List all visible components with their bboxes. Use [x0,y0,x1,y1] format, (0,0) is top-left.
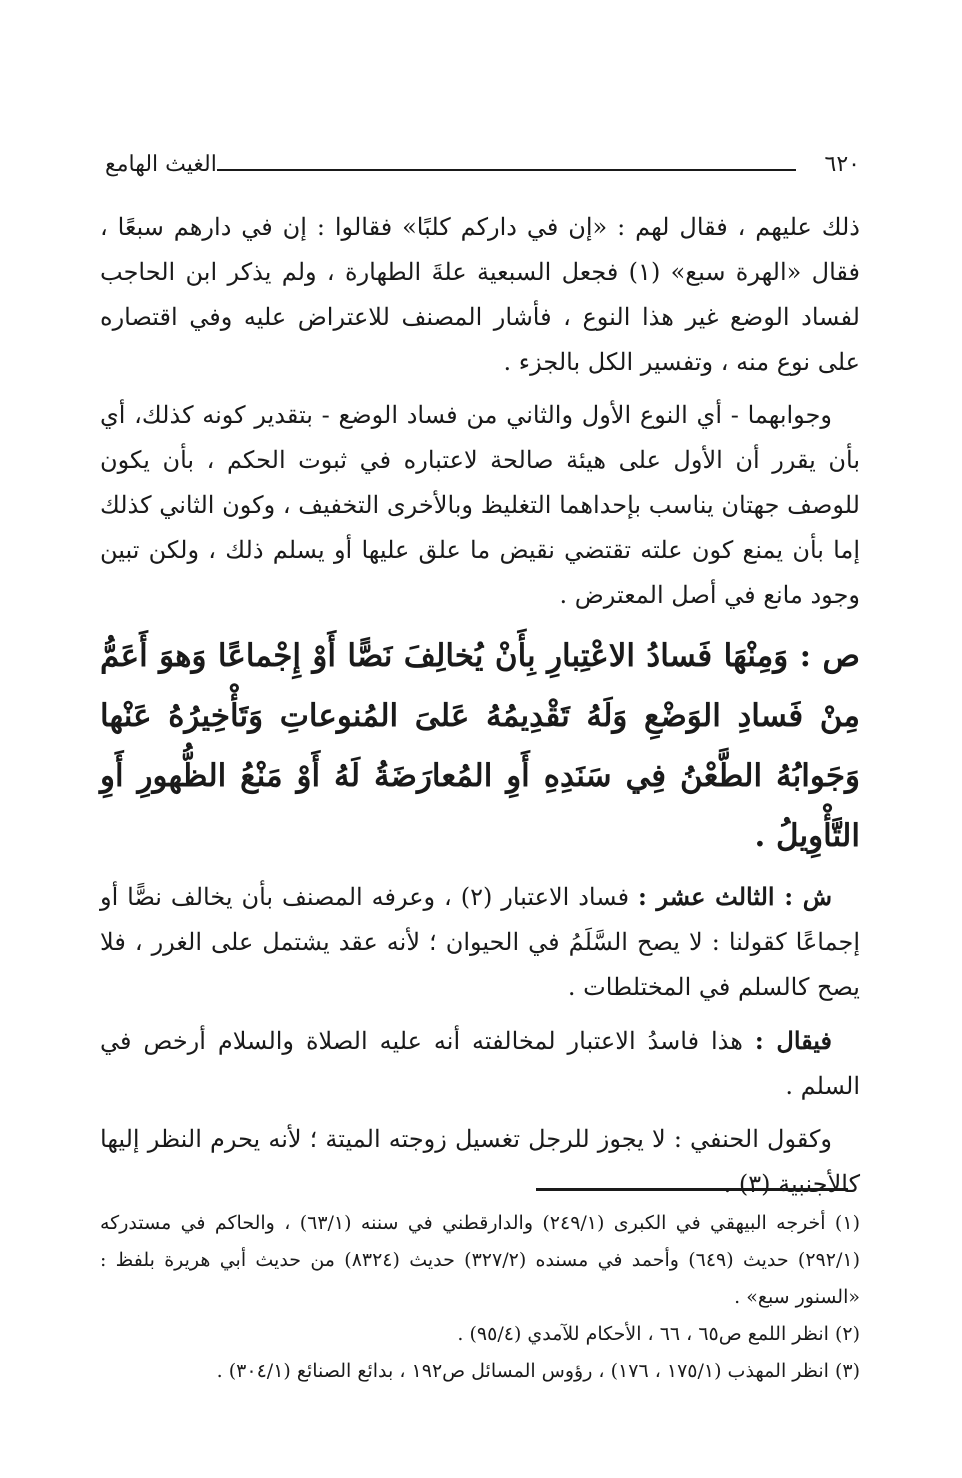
running-header [105,148,860,188]
footnote-3: (٣) انظر المهذب (١٧٥/١ ، ١٧٦) ، رؤوس المسائل ص١٩٢ ، بدائع الصنائع (٣٠٤/١) . [216,1360,860,1382]
matn-text: ص : وَمِنْهَا فَسادُ الاعْتِبارِ بِأَنْ يُخالِفَ نَصًّا أَوْ إِجْماعًا وَهوَ أَعَمُّ مِنْ فَسادِ الوَضْعِ وَلَهُ تَقْدِيمُهُ عَلىَ المُنوعاتِ وَتَأْخِيرُهُ عَنْها وَجَوابُهُ الطَّعْنُ فِي سَنَدِهِ أَوِ المُعارَضَةُ لَهُ أَوْ مَنْعُ الظُّهورِ أَوِ التَّأْوِيلُ . [100,638,860,854]
paragraph-continuation: ذلك عليهم ، فقال لهم : «إن في داركم كلبًا» فقالوا : إن في دارهم سبعًا ، فقال «الهرة سبع» (١) فجعل السبعية علةَ الطهارة ، ولم يذكر ابن الحاجب لفساد الوضع غير هذا النوع ، فأشار المصنف للاعتراض عليه وفي اقتصاره على نوع منه ، وتفسير الكل بالجزء . [100,213,860,376]
faqal-text: هذا فاسدُ الاعتبار لمخالفته أنه عليه الصلاة والسلام أرخص في السلم . [100,1027,860,1100]
footnote-separator [536,1188,848,1191]
footnote-2: (٢) انظر اللمع ص٦٥ ، ٦٦ ، الأحكام للآمدي (٩٥/٤) . [457,1323,860,1345]
book-title: الغيث الهامع [105,152,217,177]
sharh-paragraph [100,874,860,1010]
paragraph-answer: وجوابهما - أي النوع الأول والثاني من فساد الوضع - بتقدير كونه كذلك، أي بأن يقرر أن الأول على هيئة صالحة لاعتباره في ثبوت الحكم ، بأن يكون للوصف جهتان يناسب بإحداهما التغليظ وبالأخرى التخفيف ، وكون الثاني كذلك إما بأن يمنع كون علته تقتضي نقيض ما علق عليها أو يسلم ذلك ، ولكن تبين وجود مانع في أصل المعترض . [100,401,860,609]
sharh-lead: ش : الثالث عشر : [638,882,832,911]
faqal-paragraph [100,1018,860,1109]
main-text [100,205,860,1215]
page-number: ٦٢٠ [824,152,860,177]
last-paragraph: وكقول الحنفي : لا يجوز للرجل تغسيل زوجته الميتة ؛ لأنه يحرم النظر إليها كالأجنبية (٣) . [100,1125,860,1198]
sharh-text: فساد الاعتبار (٢) ، وعرفه المصنف بأن يخالف نصًّا أو إجماعًا كقولنا : لا يصح السَّلَمُ في الحيوان ؛ لأنه عقد يشتمل على الغرر ، فلا يصح كالسلم في المختلطات . [100,883,860,1001]
footnote-1: (١) أخرجه البيهقي في الكبرى (٢٤٩/١) والدارقطني في سننه (٦٣/١) ، والحاكم في مستدركه (٢٩٢/١) حديث (٦٤٩) وأحمد في مسنده (٣٢٧/٢) حديث (٨٣٢٤) من حديث أبي هريرة بلفظ : «السنور سبع» . [100,1212,860,1308]
faqal-lead: فيقال : [754,1026,832,1055]
header-rule [217,169,796,171]
footnotes [100,1205,860,1390]
